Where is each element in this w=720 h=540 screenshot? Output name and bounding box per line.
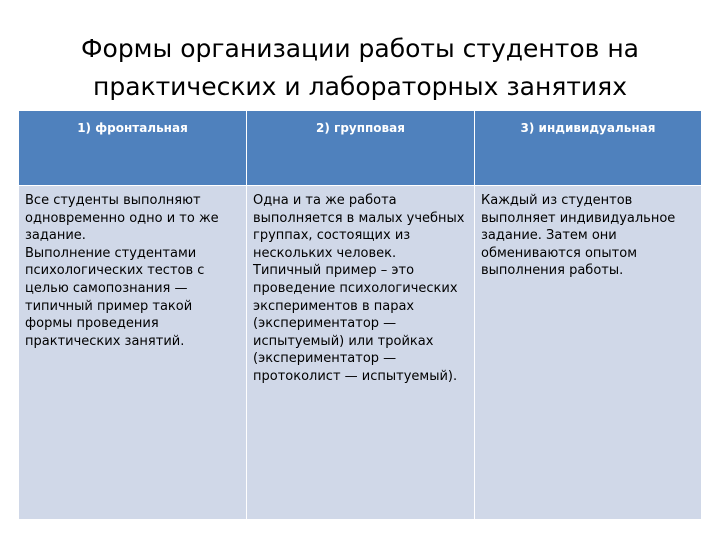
header-group: 2) групповая (247, 111, 475, 186)
table-row (19, 186, 702, 520)
cell-frontal-para-2: Выполнение студентами психологических тестов с целью самопознания — типичный пример такой формы проведения практических занятий. (25, 245, 205, 349)
cell-group-para-2: Типичный пример – это проведение психологических экспериментов в парах (экспериментатор — испытуемый) или тройках (экспериментатор — протоколист — испытуемый). (253, 263, 458, 384)
cell-individual (475, 186, 702, 520)
cell-group-para-1: Одна и та же работа выполняется в малых учебных группах, состоящих из нескольких человек. (253, 193, 465, 261)
table-header-row (19, 111, 702, 186)
header-frontal: 1) фронтальная (19, 111, 247, 186)
slide-title-line-1: Формы организации работы студентов на (81, 34, 639, 63)
slide-title-line-2: практических и лабораторных занятиях (92, 72, 628, 101)
slide-title (30, 30, 690, 106)
cell-frontal-para-1: Все студенты выполняют одновременно одно и то же задание. (25, 193, 219, 244)
header-individual: 3) индивидуальная (475, 111, 702, 186)
cell-group (247, 186, 475, 520)
cell-frontal (19, 186, 247, 520)
cell-individual-para-1: Каждый из студентов выполняет индивидуальное задание. Затем они обмениваются опытом выполнения работы. (481, 193, 676, 279)
forms-table (18, 110, 702, 520)
